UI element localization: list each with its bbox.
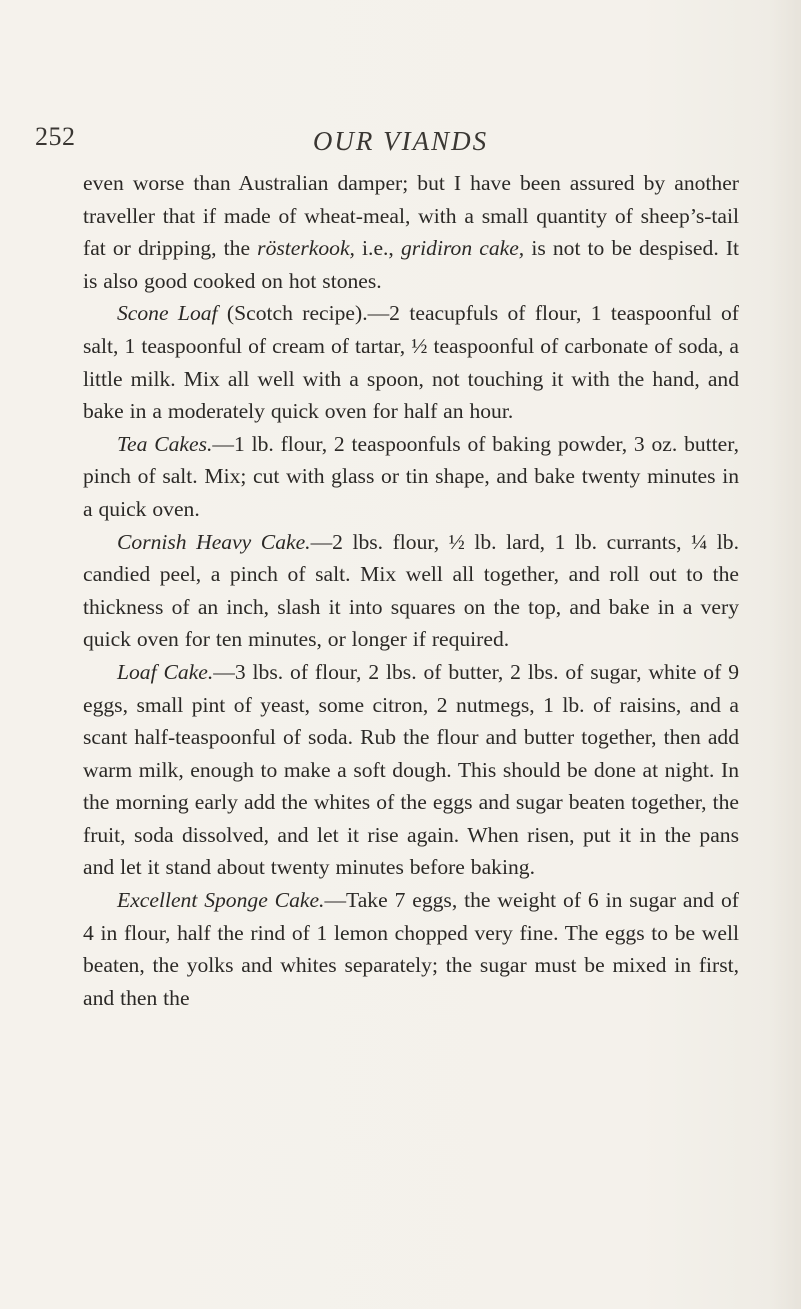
recipe-excellent-sponge-cake [83,884,739,1014]
page-number: 252 [35,122,76,151]
paragraph-text: i.e., [354,236,401,261]
recipe-title: Cornish Heavy Cake. [117,529,311,554]
term-gridiron-cake: gridiron cake, [400,236,525,261]
recipe-cornish-heavy-cake [83,526,739,656]
paragraph-text: even worse than Australian damper; but I have been assured by another traveller that if made of wheat-meal, with a small quantity of sheep’s-tail fat or dripping, the [83,171,739,261]
recipe-text: —2 lbs. flour, ½ lb. lard, 1 lb. currants, ¼ lb. candied peel, a pinch of salt. Mix well all together, and roll out to the thickness of an inch, slash it into squares on the top, and bake in a very quick oven for ten minutes, or longer if required. [83,529,739,652]
recipe-text: —1 lb. flour, 2 teaspoonfuls of baking powder, 3 oz. butter, pinch of salt. Mix; cut with glass or tin shape, and bake twenty minutes in a quick oven. [83,431,739,521]
recipe-scone-loaf [83,297,739,427]
recipe-title: Scone Loaf [117,301,218,326]
recipe-title: Excellent Sponge Cake. [117,888,325,913]
paragraph-text: is not to be despised. It is also good cooked on hot stones. [83,236,740,293]
recipe-text: —Take 7 eggs, the weight of 6 in sugar and of 4 in flour, half the rind of 1 lemon chopped very fine. The eggs to be well beaten, the yolks and whites separately; the sugar must be mixed in first, and then the [83,888,739,1010]
page-header [0,122,801,162]
recipe-text: (Scotch recipe).—2 teacupfuls of flour, 1 teaspoonful of salt, 1 teaspoonful of cream of tartar, ½ teaspoonful of carbonate of soda, a little milk. Mix all well with a spoon, not touching it with the hand, and bake in a moderately quick oven for half an hour. [83,301,740,424]
paragraph-damper [83,167,739,297]
recipe-tea-cakes [83,428,739,526]
recipe-title: Loaf Cake. [117,659,214,684]
recipe-loaf-cake [83,656,739,884]
recipe-text: —3 lbs. of flour, 2 lbs. of butter, 2 lbs. of sugar, white of 9 eggs, small pint of yeast, some citron, 2 nutmegs, 1 lb. of raisins, and a scant half-teaspoonful of soda. Rub the flour and butter together, then add warm milk, enough to make a soft dough. This should be done at night. In the morning early add the whites of the eggs and sugar beaten together, the fruit, soda dissolved, and let it rise again. When risen, put it in the pans and let it stand about twenty minutes before baking. [83,659,739,880]
page-body [83,167,739,1014]
running-head: OUR VIANDS [312,126,489,156]
recipe-title: Tea Cakes. [117,431,213,456]
term-rosterkook: rösterkook, [257,236,355,261]
